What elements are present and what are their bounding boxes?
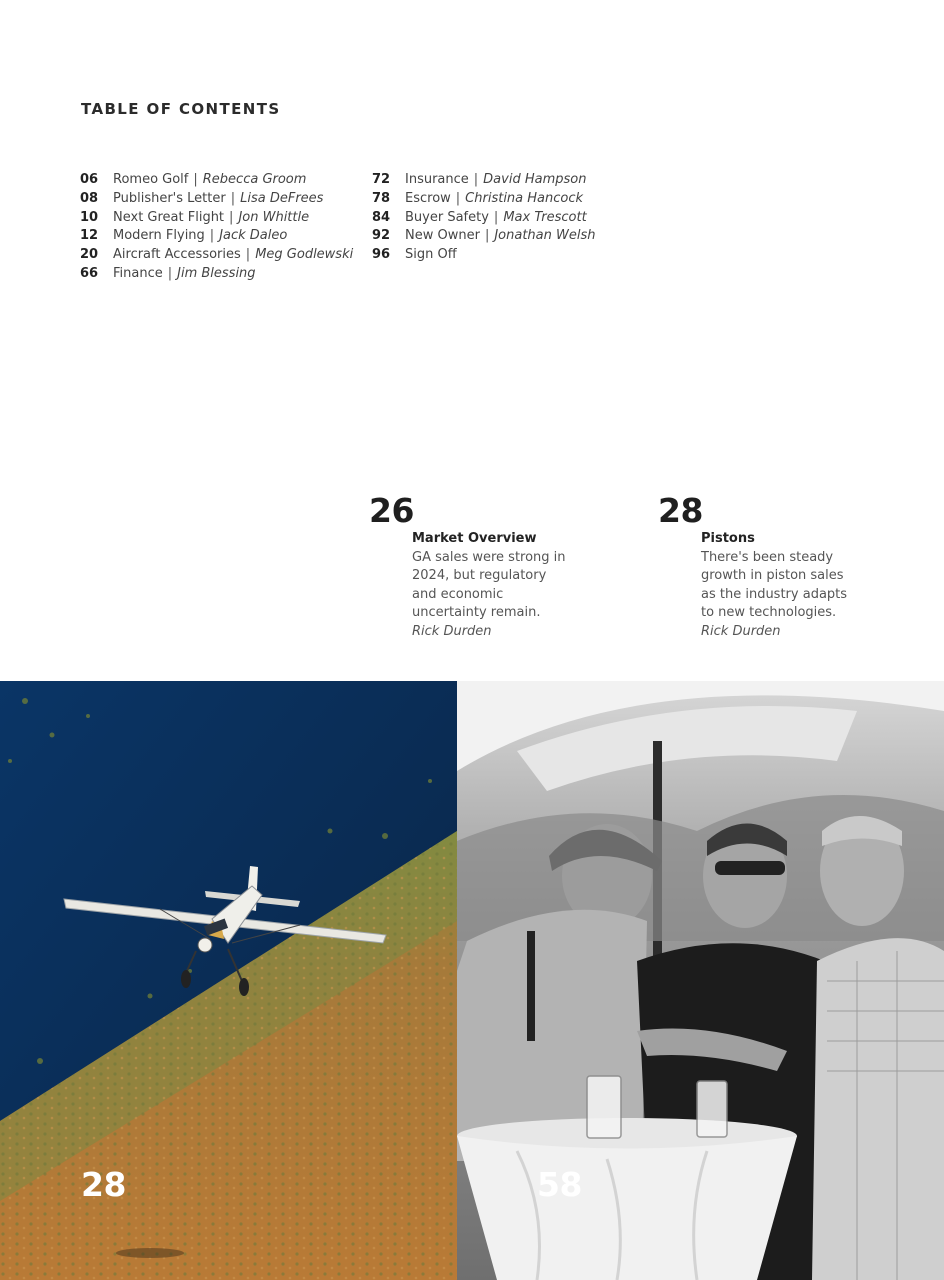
- toc-entry[interactable]: [80, 227, 353, 246]
- toc-separator: |: [473, 172, 479, 187]
- toc-separator: |: [230, 190, 236, 206]
- toc-page-number: 10: [80, 209, 99, 225]
- toc-topic: Insurance: [405, 172, 469, 187]
- feature-title: Pistons: [701, 531, 755, 546]
- feature-title: Market Overview: [412, 531, 537, 546]
- toc-page-number: 72: [372, 172, 391, 187]
- toc-author: Christina Hancock: [465, 190, 584, 206]
- toc-topic: Modern Flying: [113, 228, 205, 244]
- toc-author: Lisa DeFrees: [240, 190, 324, 206]
- toc-entry[interactable]: [80, 265, 353, 284]
- toc-topic: New Owner: [405, 228, 480, 244]
- toc-separator: |: [229, 209, 234, 225]
- feature-author: Rick Durden: [701, 623, 781, 639]
- toc-page-number: 12: [80, 228, 99, 244]
- toc-page-number: 92: [372, 228, 391, 244]
- toc-column-left: [80, 171, 353, 284]
- toc-column-right: [372, 171, 595, 265]
- toc-topic: Aircraft Accessories: [113, 247, 241, 263]
- toc-author: Jon Whittle: [238, 209, 310, 225]
- toc-separator: |: [245, 247, 251, 263]
- toc-entry[interactable]: [80, 246, 353, 265]
- toc-author: Meg Godlewski: [255, 247, 354, 263]
- toc-author: Jim Blessing: [177, 265, 256, 281]
- feature-page-number: 26: [369, 491, 414, 530]
- photo-page-number: 28: [81, 1165, 126, 1204]
- feature-market-overview[interactable]: [369, 492, 569, 642]
- toc-topic: Publisher's Letter: [113, 190, 226, 206]
- feature-pistons[interactable]: [658, 492, 858, 642]
- toc-entry[interactable]: [372, 227, 595, 246]
- toc-separator: |: [484, 228, 490, 244]
- people-conversation-illustration: [457, 681, 944, 1280]
- feature-author: Rick Durden: [412, 623, 492, 639]
- toc-entry[interactable]: [372, 246, 595, 265]
- feature-body: [412, 530, 572, 642]
- people-conversation-photo[interactable]: [457, 681, 944, 1280]
- toc-topic: Romeo Golf: [113, 172, 189, 187]
- toc-entry[interactable]: [80, 190, 353, 209]
- aerial-plane-photo[interactable]: [0, 681, 457, 1280]
- toc-author: Max Trescott: [503, 209, 587, 225]
- toc-page-number: 08: [80, 190, 99, 206]
- toc-entry[interactable]: [80, 171, 353, 190]
- toc-author: Rebecca Groom: [202, 172, 307, 187]
- toc-separator: |: [455, 190, 461, 206]
- toc-page-number: 66: [80, 265, 99, 281]
- toc-page-number: 96: [372, 247, 391, 263]
- toc-separator: |: [193, 172, 198, 187]
- toc-separator: |: [493, 209, 499, 225]
- toc-page-number: 20: [80, 247, 99, 263]
- toc-entry[interactable]: [372, 190, 595, 209]
- aerial-plane-illustration: [0, 681, 457, 1280]
- photo-page-number: 58: [537, 1165, 582, 1204]
- toc-author: Jonathan Welsh: [494, 228, 596, 244]
- toc-topic: Sign Off: [405, 247, 457, 263]
- toc-topic: Next Great Flight: [113, 209, 225, 225]
- feature-body: [701, 530, 861, 642]
- toc-separator: |: [167, 265, 173, 281]
- feature-page-number: 28: [658, 491, 703, 530]
- toc-page-number: 06: [80, 172, 99, 187]
- toc-author: David Hampson: [483, 172, 587, 187]
- toc-page-number: 78: [372, 190, 391, 206]
- toc-topic: Finance: [113, 265, 163, 281]
- feature-description: There's been steady growth in piston sales as the industry adapts to new technologies.: [701, 549, 848, 621]
- toc-separator: |: [209, 228, 215, 244]
- toc-entry[interactable]: [80, 209, 353, 228]
- toc-title: TABLE OF CONTENTS: [81, 100, 281, 118]
- toc-topic: Escrow: [405, 190, 451, 206]
- toc-entry[interactable]: [372, 209, 595, 228]
- toc-author: Jack Daleo: [219, 228, 288, 244]
- toc-page-number: 84: [372, 209, 391, 225]
- toc-entry[interactable]: [372, 171, 595, 190]
- toc-topic: Buyer Safety: [405, 209, 489, 225]
- feature-description: GA sales were strong in 2024, but regulatory and economic uncertainty remain.: [412, 549, 566, 621]
